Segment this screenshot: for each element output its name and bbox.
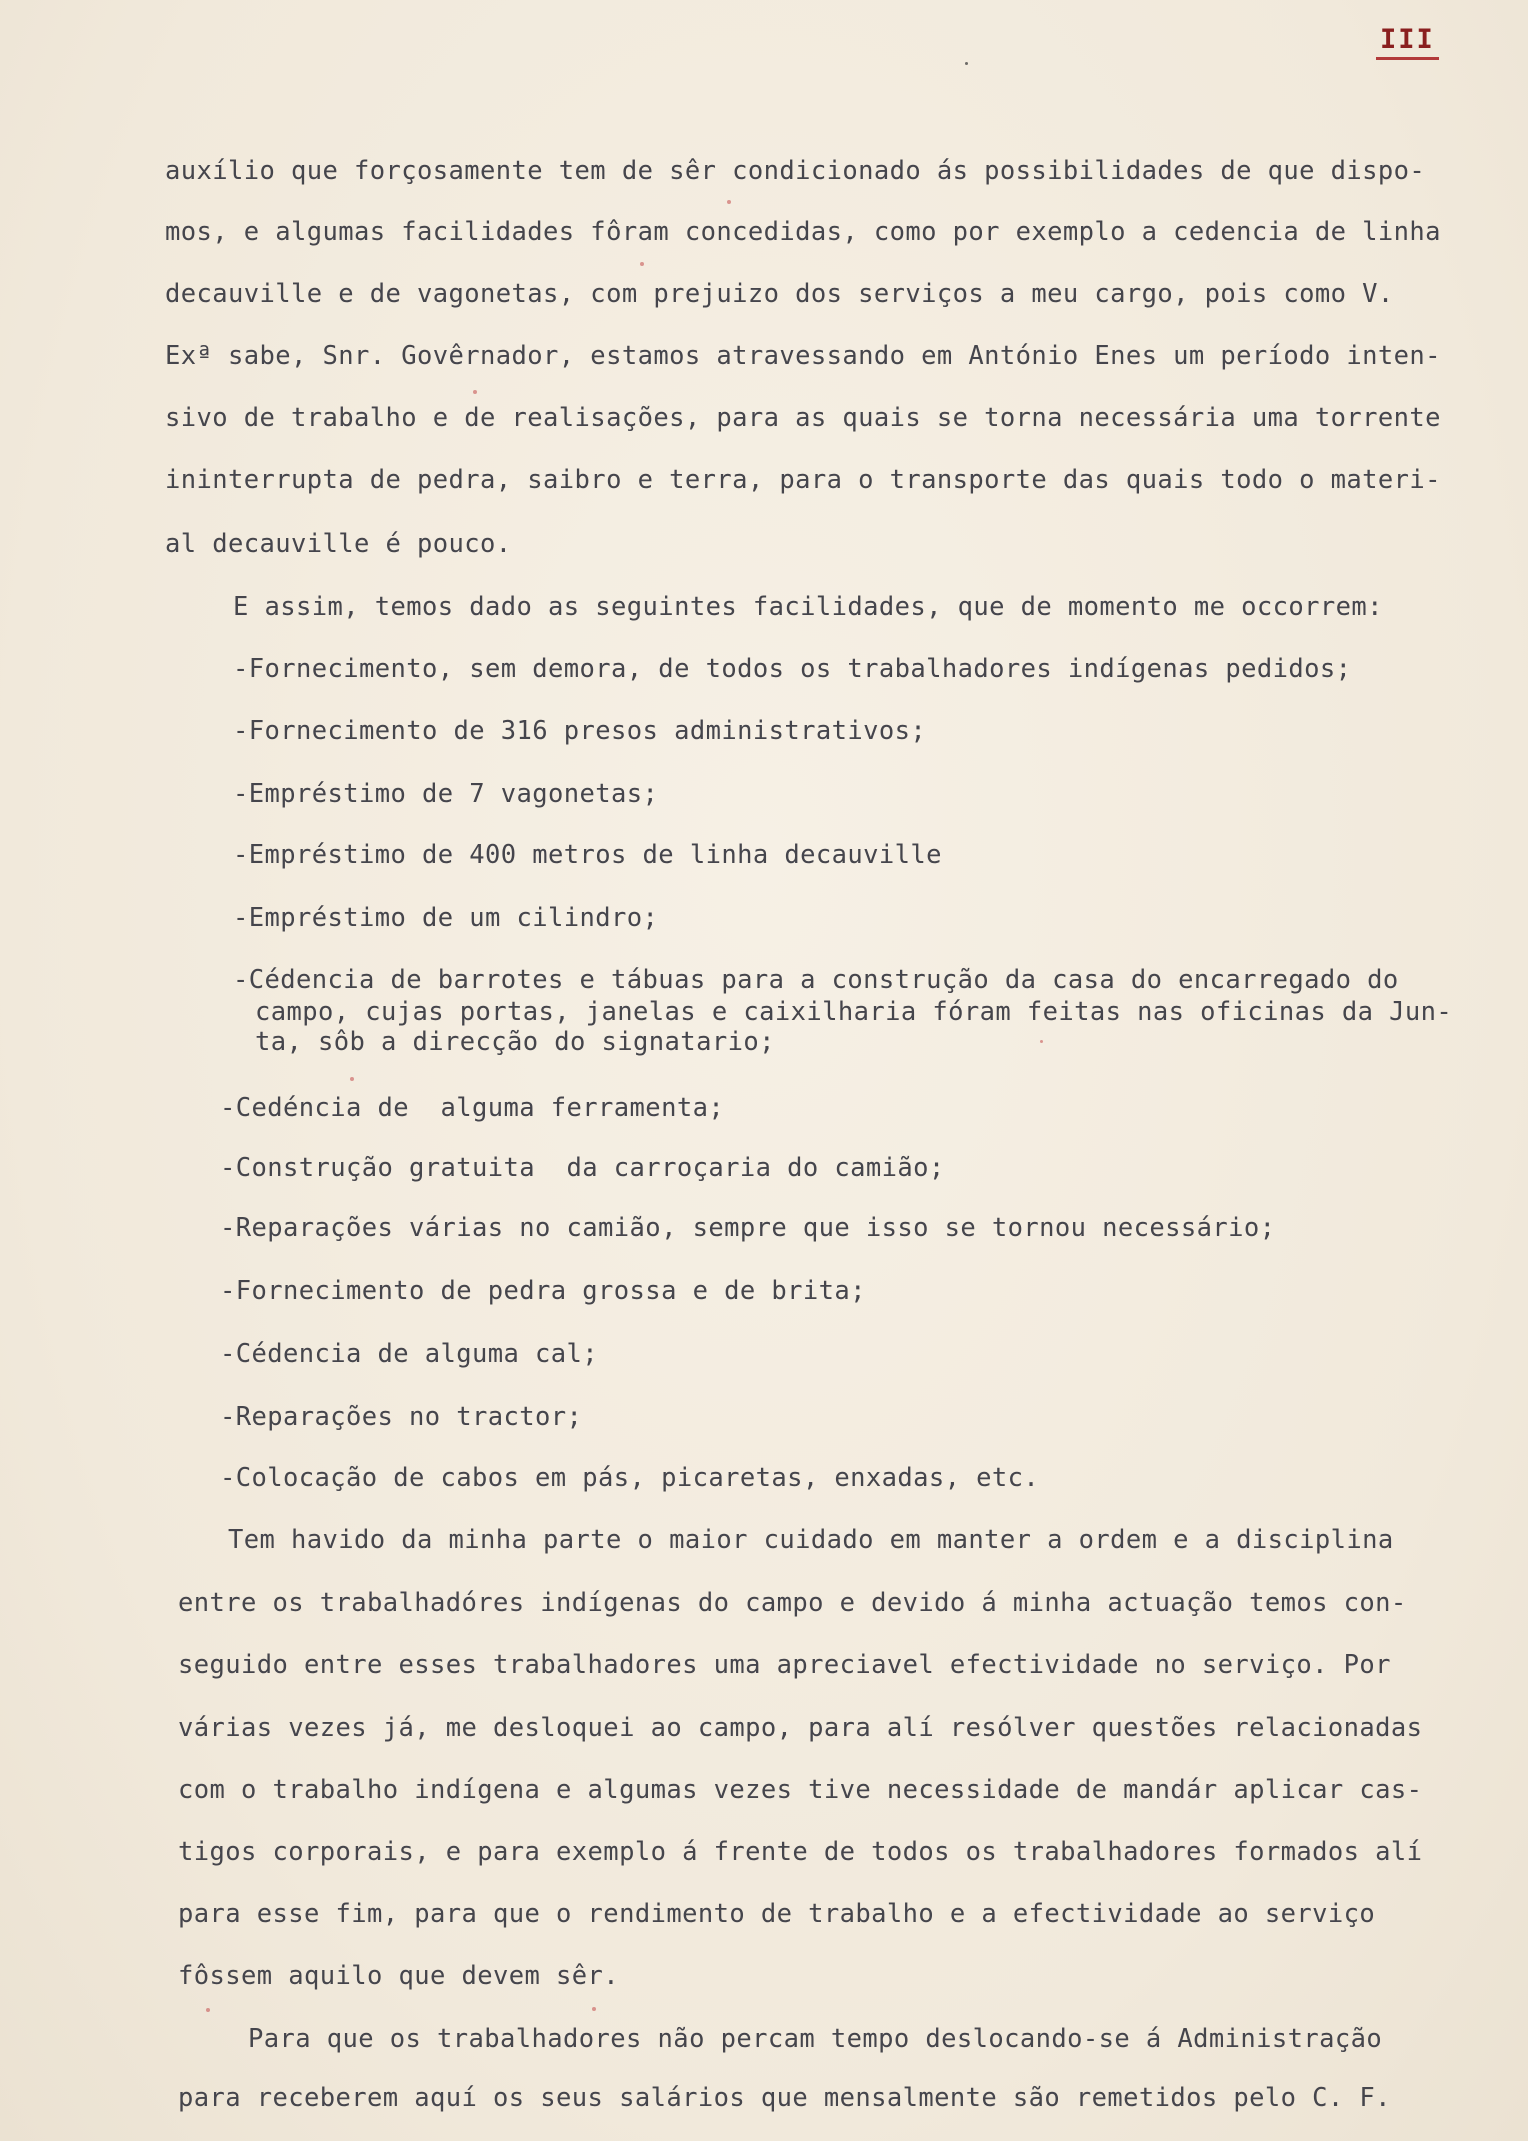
text-line: E assim, temos dado as seguintes facilidades, que de momento me occorrem: (233, 592, 1383, 622)
list-item: -Empréstimo de 7 vagonetas; (233, 779, 659, 809)
text-line: auxílio que forçosamente tem de sêr condicionado ás possibilidades de que dispo- (165, 156, 1426, 186)
text-line: decauville e de vagonetas, com prejuizo dos serviços a meu cargo, pois como V. (165, 279, 1394, 309)
ink-mark (727, 200, 731, 204)
list-item-continuation: ta, sôb a direcção do signatario; (255, 1027, 775, 1057)
list-item: -Colocação de cabos em pás, picaretas, enxadas, etc. (220, 1463, 1040, 1493)
text-line: tigos corporais, e para exemplo á frente de todos os trabalhadores formados alí (178, 1837, 1423, 1867)
list-item: -Cédencia de barrotes e tábuas para a construção da casa do encarregado do (233, 965, 1399, 995)
ink-mark (350, 1077, 354, 1081)
text-line: para esse fim, para que o rendimento de trabalho e a efectividade ao serviço (178, 1899, 1376, 1929)
list-item: -Fornecimento, sem demora, de todos os trabalhadores indígenas pedidos; (233, 654, 1352, 684)
text-line: fôssem aquilo que devem sêr. (178, 1961, 620, 1991)
text-line: Para que os trabalhadores não percam tempo deslocando-se á Administração (248, 2024, 1383, 2054)
text-line: várias vezes já, me desloquei ao campo, para alí resólver questões relacionadas (178, 1713, 1423, 1743)
text-line: com o trabalho indígena e algumas vezes tive necessidade de mandár aplicar cas- (178, 1775, 1423, 1805)
list-item: -Empréstimo de um cilindro; (233, 903, 659, 933)
list-item: -Fornecimento de 316 presos administrativos; (233, 716, 927, 746)
list-item-continuation: campo, cujas portas, janelas e caixilharia fóram feitas nas oficinas da Jun- (255, 997, 1453, 1027)
ink-mark (640, 262, 644, 266)
text-line: al decauville é pouco. (165, 529, 512, 559)
list-item: -Empréstimo de 400 metros de linha decauville (233, 840, 942, 870)
list-item: -Construção gratuita da carroçaria do camião; (220, 1153, 945, 1183)
text-line: seguido entre esses trabalhadores uma apreciavel efectividade no serviço. Por (178, 1650, 1391, 1680)
text-line: para receberem aquí os seus salários que mensalmente são remetidos pelo C. F. (178, 2083, 1391, 2113)
ink-mark (473, 390, 477, 394)
text-line: Exª sabe, Snr. Govêrnador, estamos atravessando em António Enes um período inten- (165, 341, 1441, 371)
text-line: mos, e algumas facilidades fôram concedidas, como por exemplo a cedencia de linha (165, 217, 1441, 247)
text-line: Tem havido da minha parte o maior cuidado em manter a ordem e a disciplina (228, 1525, 1394, 1555)
text-line: ininterrupta de pedra, saibro e terra, para o transporte das quais todo o materi- (165, 465, 1441, 495)
ink-dot (965, 62, 968, 65)
text-line: sivo de trabalho e de realisações, para as quais se torna necessária uma torrente (165, 403, 1441, 433)
ink-mark (592, 2007, 596, 2011)
list-item: -Reparações várias no camião, sempre que isso se tornou necessário; (220, 1213, 1276, 1243)
list-item: -Cédencia de alguma cal; (220, 1339, 599, 1369)
ink-mark (1040, 1040, 1043, 1043)
page-number: III (1376, 24, 1439, 60)
text-line: entre os trabalhadóres indígenas do campo e devido á minha actuação temos con- (178, 1588, 1407, 1618)
list-item: -Fornecimento de pedra grossa e de brita; (220, 1276, 866, 1306)
list-item: -Cedéncia de alguma ferramenta; (220, 1093, 725, 1123)
ink-mark (206, 2008, 210, 2012)
list-item: -Reparações no tractor; (220, 1402, 583, 1432)
